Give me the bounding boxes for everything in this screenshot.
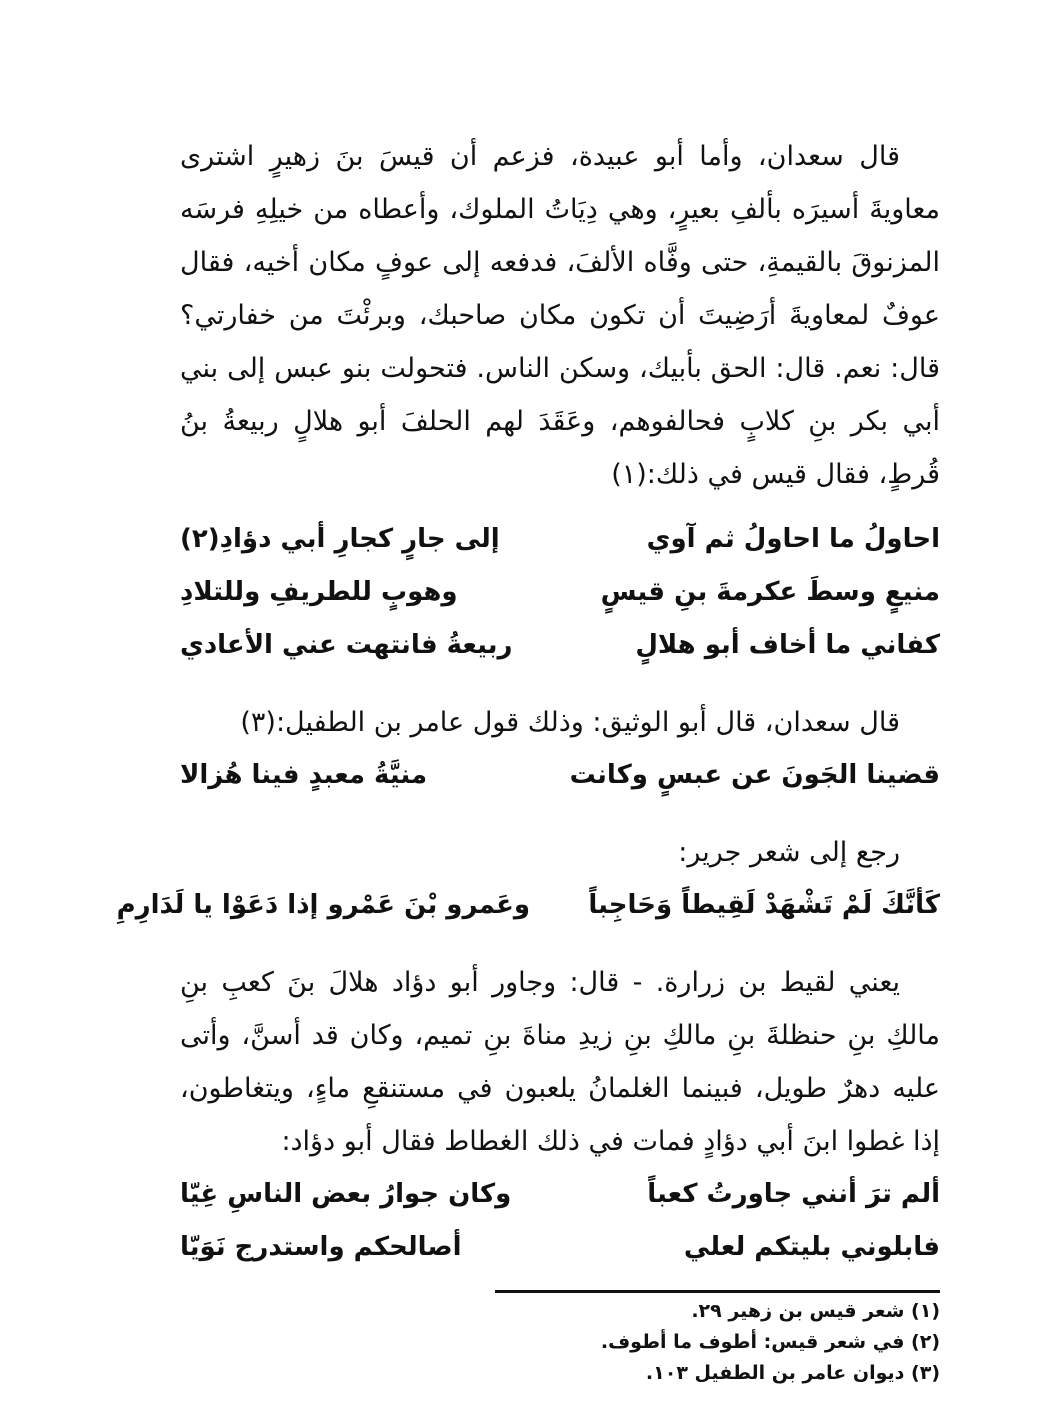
- paragraph-1: قال سعدان، وأما أبو عبيدة، فزعم أن قيسَ بنَ زهيرٍ اشترى معاويةَ أسيرَه بألفِ بعيرٍ، وهي دِيَاتُ الملوك، وأعطاه من خيلِهِ فرسَه المزنوقَ بالقيمةِ، حتى وفَّاه الألفَ، فدفعه إلى عوفٍ مكان أخيه، فقال عوفٌ لمعاويةَ أرَضِيتَ أن تكون مكان صاحبك، وبرئْتَ من خفارتي؟ قال: نعم. قال: الحق بأبيك، وسكن الناس. فتحولت بنو عبس إلى بني أبي بكر بنِ كلابٍ فحالفوهم، وعَقَدَ لهم الحلفَ أبو هلالٍ ربيعةُ بنُ قُرطٍ، فقال قيس في ذلك:(١): [180, 141, 940, 490]
- verse-line: [180, 513, 940, 566]
- verse-hemistich-second: منيَّةُ معبدٍ فينا هُزالا: [180, 760, 428, 790]
- footnote-2: (٢) في شعر قيس: أطوف ما أطوف.: [600, 1331, 940, 1353]
- verse-line: [180, 1168, 940, 1221]
- paragraph-3: رجع إلى شعر جرير:: [678, 837, 900, 868]
- verse-hemistich-second: ربيعةُ فانتهت عني الأعادي: [180, 630, 513, 660]
- spacer: [180, 932, 940, 956]
- verse-hemistich-second: وهوبٍ للطريفِ وللتلادِ: [180, 577, 458, 607]
- spacer: [180, 802, 940, 826]
- verse-line: [180, 619, 940, 672]
- verse-hemistich-first: ألم ترَ أنني جاورتُ كعباً: [647, 1179, 940, 1209]
- verse-hemistich-first: كفاني ما أخاف أبو هلالٍ: [635, 630, 940, 660]
- verse-hemistich-first: فابلوني بليتكم لعلي: [683, 1232, 940, 1262]
- spacer: [180, 672, 940, 696]
- page-body: [116, 130, 940, 1274]
- verse-block-3: [116, 879, 940, 932]
- footnote-1: (١) شعر قيس بن زهير ٢٩.: [691, 1300, 940, 1322]
- verse-hemistich-second: أصالحكم واستدرج نَوَيّا: [180, 1232, 462, 1262]
- verse-hemistich-second: وعَمرو بْنَ عَمْرو إذا دَعَوْا يا لَدَارِمِ: [116, 890, 530, 920]
- verse-hemistich-second: إلى جارٍ كجارِ أبي دؤادِ(٢): [180, 524, 500, 554]
- verse-hemistich-first: احاولُ ما احاولُ ثم آوي: [646, 524, 940, 554]
- paragraph-2: قال سعدان، قال أبو الوثيق: وذلك قول عامر بن الطفيل:(٣): [240, 707, 900, 738]
- verse-hemistich-first: قضينا الجَونَ عن عبسٍ وكانت: [569, 760, 940, 790]
- verse-line: [180, 1221, 940, 1274]
- verse-block-4: [180, 1168, 940, 1274]
- verse-block-2: [180, 749, 940, 802]
- footnote-3: (٣) ديوان عامر بن الطفيل ١٠٣.: [645, 1362, 940, 1384]
- footnote-divider: [495, 1290, 940, 1293]
- verse-hemistich-second: وكان جوارُ بعض الناسِ غِيّا: [180, 1179, 512, 1209]
- verse-hemistich-first: منيعٍ وسطَ عكرمةَ بنِ قيسٍ: [600, 577, 940, 607]
- verse-hemistich-first: كَأنَّكَ لَمْ تَشْهَدْ لَقِيطاً وَحَاجِباً: [588, 890, 940, 920]
- verse-line: [180, 749, 940, 802]
- verse-line: [116, 879, 940, 932]
- paragraph-4: يعني لقيط بن زرارة. - قال: وجاور أبو دؤاد هلالَ بنَ كعبِ بنِ مالكِ بنِ حنظلةَ بنِ مالكِ بنِ زيدِ مناةَ بنِ تميم، وكان قد أسنَّ، وأتى عليه دهرٌ طويل، فبينما الغلمانُ يلعبون في مستنقعِ ماءٍ، ويتغاطون، إذا غطوا ابنَ أبي دؤادٍ فمات في ذلك الغطاط فقال أبو دؤاد:: [180, 967, 940, 1157]
- spacer: [180, 501, 940, 513]
- footnote-list: [495, 1296, 940, 1389]
- verse-block-1: [180, 513, 940, 672]
- verse-line: [180, 566, 940, 619]
